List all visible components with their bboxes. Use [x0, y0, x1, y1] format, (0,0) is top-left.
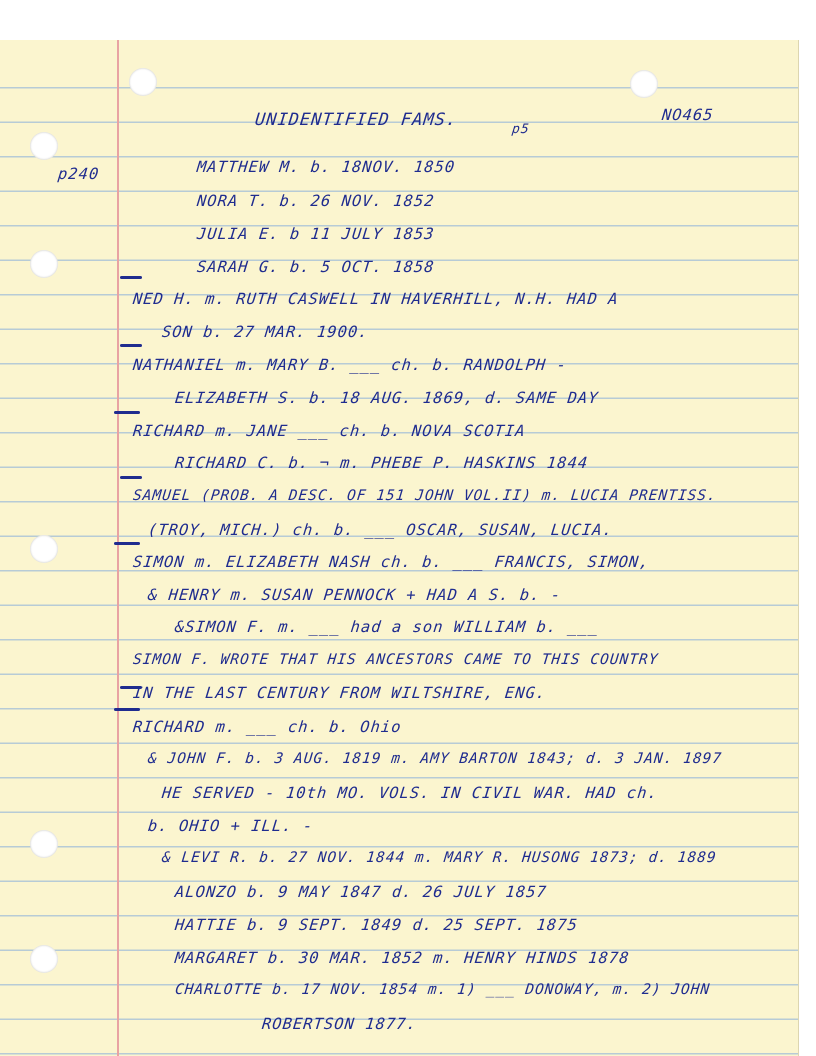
binder-hole	[30, 250, 58, 278]
entry-line: JULIA E. b 11 JULY 1853	[196, 225, 436, 243]
binder-hole	[30, 830, 58, 858]
entry-line: HATTIE b. 9 SEPT. 1849 d. 25 SEPT. 1875	[174, 916, 579, 934]
entry-line: IN THE LAST CENTURY FROM WILTSHIRE, ENG.	[132, 684, 548, 702]
entry-line: & JOHN F. b. 3 AUG. 1819 m. AMY BARTON 1843; d. 3 JAN. 1897	[147, 751, 723, 767]
entry-line: b. OHIO + ILL. -	[147, 817, 315, 835]
binder-hole	[129, 68, 157, 96]
entry-line: MARGARET b. 30 MAR. 1852 m. HENRY HINDS 1878	[174, 949, 631, 967]
entry-line: SIMON F. WROTE THAT HIS ANCESTORS CAME TO THIS COUNTRY	[132, 652, 660, 668]
entry-line: & HENRY m. SUSAN PENNOCK + HAD A S. b. -	[147, 586, 563, 604]
entry-dash	[120, 344, 142, 347]
binder-hole	[30, 132, 58, 160]
page-ref: p5	[511, 122, 531, 137]
entry-dash	[114, 411, 140, 414]
entry-line: RICHARD m. JANE ___ ch. b. NOVA SCOTIA	[132, 422, 527, 440]
entry-line: RICHARD C. b. ¬ m. PHEBE P. HASKINS 1844	[174, 454, 590, 472]
entry-line: SARAH G. b. 5 OCT. 1858	[196, 258, 436, 276]
entry-line: NATHANIEL m. MARY B. ___ ch. b. RANDOLPH -	[132, 356, 568, 374]
entry-dash	[114, 542, 140, 545]
margin-rule	[117, 40, 119, 1056]
entry-dash	[120, 476, 142, 479]
entry-line: MATTHEW M. b. 18NOV. 1850	[196, 158, 457, 176]
entry-line: SIMON m. ELIZABETH NASH ch. b. ___ FRANCIS, SIMON,	[132, 553, 651, 571]
entry-dash	[114, 708, 140, 711]
page-title: UNIDENTIFIED FAMS.	[253, 110, 459, 130]
entry-line: (TROY, MICH.) ch. b. ___ OSCAR, SUSAN, LUCIA.	[147, 521, 614, 539]
binder-hole	[30, 945, 58, 973]
binder-hole	[30, 535, 58, 563]
binder-hole	[630, 70, 658, 98]
entry-line: RICHARD m. ___ ch. b. Ohio	[132, 718, 403, 736]
entry-line: ROBERTSON 1877.	[261, 1015, 418, 1033]
entry-line: CHARLOTTE b. 17 NOV. 1854 m. 1) ___ DONOWAY, m. 2) JOHN	[174, 982, 711, 998]
notebook-page	[0, 40, 799, 1056]
margin-note: p240	[57, 165, 101, 183]
entry-dash	[120, 276, 142, 279]
entry-line: NORA T. b. 26 NOV. 1852	[196, 192, 436, 210]
entry-line: SAMUEL (PROB. A DESC. OF 151 JOHN VOL.II) m. LUCIA PRENTISS.	[132, 488, 718, 504]
entry-line: ELIZABETH S. b. 18 AUG. 1869, d. SAME DAY	[174, 389, 600, 407]
entry-line: SON b. 27 MAR. 1900.	[161, 323, 370, 341]
entry-line: &SIMON F. m. ___ had a son WILLIAM b. ___	[174, 618, 600, 636]
entry-line: HE SERVED - 10th MO. VOLS. IN CIVIL WAR. HAD ch.	[161, 784, 659, 802]
entry-line: & LEVI R. b. 27 NOV. 1844 m. MARY R. HUSONG 1873; d. 1889	[161, 850, 718, 866]
document-number: NO465	[661, 106, 715, 124]
entry-line: NED H. m. RUTH CASWELL IN HAVERHILL, N.H. HAD A	[132, 290, 620, 308]
entry-line: ALONZO b. 9 MAY 1847 d. 26 JULY 1857	[174, 883, 548, 901]
